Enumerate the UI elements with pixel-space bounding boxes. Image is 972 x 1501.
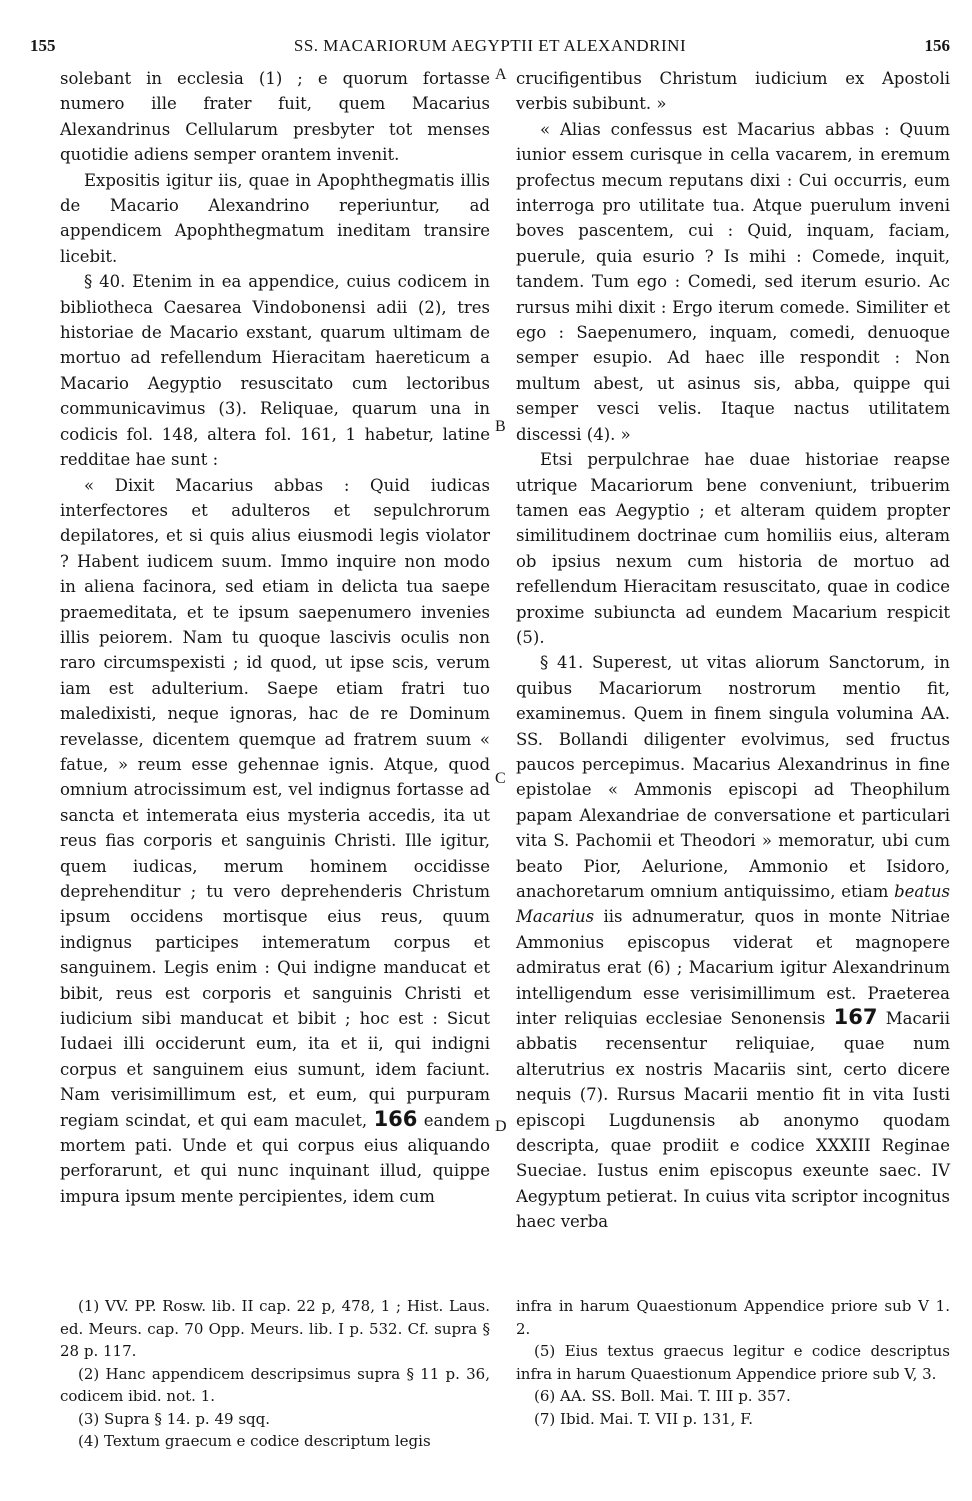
right-paragraph-3: Etsi perpulchrae hae duae historiae reapse utrique Macariorum bene conveniunt, tribuerim tamen eas Aegyptio ; et alteram quidem propter similitudinem doctrinae cum homiliis eius, alteram ob ipsius nexum cum historia de mortuo ad refellendum Hieracitam resuscitato, quae in codice proxime subiuncta ad eundem Macarium respicit (5). [516, 450, 950, 647]
margin-letter-d: D [495, 1118, 507, 1135]
right-column [516, 66, 950, 1235]
footnote-1: (1) VV. PP. Rosw. lib. II cap. 22 p, 478, 1 ; Hist. Laus. ed. Meurs. cap. 70 Opp. Meurs. lib. I p. 532. Cf. supra § 28 p. 117. [60, 1297, 490, 1360]
margin-letter-c: C [495, 770, 506, 787]
footnotes-left [60, 1295, 490, 1453]
page-number-left: 155 [30, 36, 56, 55]
left-column [60, 66, 490, 1209]
section-41-text-a: § 41. Superest, ut vitas aliorum Sanctorum, in quibus Macariorum nostrorum mentio fit, examinemus. Quem in finem singula volumina AA. SS. Bollandi diligenter evolvimus, sed fructus paucos percepimus. Macarius Alexandrinus in fine epistolae « Ammonis episcopi ad Theophilum papam Alexandriae de conversatione et particulari vita S. Pachomii et Theodori » memoratur, ubi cum beato Pior, Aelurione, Ammonio et Isidoro, anachoretarum omnium antiquissimo, etiam [516, 653, 950, 901]
section-41-italic: beatus Macarius [516, 882, 950, 927]
running-title: SS. MACARIORUM AEGYPTII ET ALEXANDRINI [293, 36, 687, 55]
page-marker-167: 167 [833, 1005, 878, 1030]
left-paragraph-1: solebant in ecclesia (1) ; e quorum fortasse numero ille frater fuit, quem Macarius Alexandrinus Cellularum presbyter tot menses quotidie adiens semper orantem invenit. [60, 69, 490, 165]
section-41-text-b: iis adnumeratur, quos in monte Nitriae Ammonius episcopus viderat et magnopere admiratus erat (6) ; Macarium igitur Alexandrinum intelligendum esse verisimillimum est. Praeterea inter reliquias ecclesiae Senonensis [516, 907, 950, 1029]
left-paragraph-2: Expositis igitur iis, quae in Apophthegmatis illis de Macario Alexandrino reperiuntur, ad appendicem Apophthegmatum ineditam transire licebit. [60, 170, 490, 266]
footnote-4-continued: infra in harum Quaestionum Appendice priore sub V 1. 2. [516, 1297, 950, 1338]
margin-letter-b: B [495, 418, 506, 435]
right-paragraph-2: « Alias confessus est Macarius abbas : Quum iunior essem curisque in cella vacarem, in eremum profectus mecum reputans dixi : Cui occurris, eum interroga pro utilitate tua. Atque puerulum inveni boves pascentem, cui : Quid, inquam, faciam, puerule, quia esurio ? Is mihi : Comede, inquit, tandem. Tum ego : Comedi, sed iterum esurio. Ac rursus mihi dixit : Ergo iterum comede. Similiter et ego : Saepenumero, inquam, comedi, denuoque semper esupio. Ad haec ille respondit : Non multum abest, ut asinus sis, abba, quippe qui semper vesci velis. Itaque nactus utilitatem discessi (4). » [516, 119, 950, 444]
section-41-text-c: Macarii abbatis recensentur reliquiae, quae num alterutrius ex nostris Macariis sint, certo dicere nequis (7). Rursus Macarii mentio fit in vita Iusti episcopi Lugdunensis ab anonymo quodam descripta, quae prodiit e codice XXXIII Reginae Sueciae. Iustus enim episcopus exeunte saec. IV Aegyptum petierat. In cuius vita scriptor incognitus haec verba [516, 1009, 950, 1232]
right-paragraph-1: crucifigentibus Christum iudicium ex Apostoli verbis subibunt. » [516, 69, 950, 114]
footnote-4: (4) Textum graecum e codice descriptum legis [78, 1432, 431, 1450]
footnote-5: (5) Eius textus graecus legitur e codice descriptus infra in harum Quaestionum Appendice priore sub V, 3. [516, 1342, 950, 1383]
footnote-6: (6) AA. SS. Boll. Mai. T. III p. 357. [534, 1387, 791, 1405]
page-number-right: 156 [924, 36, 950, 55]
left-paragraph-quote [60, 473, 490, 1210]
footnote-3: (3) Supra § 14. p. 49 sqq. [78, 1409, 270, 1428]
footnotes-right [516, 1295, 950, 1430]
margin-letter-a: A [495, 66, 507, 83]
quote-text-b: eandem mortem pati. Unde et qui corpus eius aliquando perforarunt, et qui nunc inquinant illud, quippe impura ipsum mente percipientes, idem cum [60, 1110, 490, 1206]
page-marker-166: 166 [373, 1106, 418, 1131]
quote-text-a: « Dixit Macarius abbas : Quid iudicas interfectores et adulteros et sepulchrorum depilatores, et si quis alius eiusmodi legis violator ? Habent iudicem suum. Immo inquire non modo in aliena facinora, sed etiam in delicta tua saepe praemeditata, et te ipsum saepenumero invenies illis peiorem. Nam tu quoque lascivis oculis non raro circumspexisti ; id quod, ut ipse scis, verum iam est adulterium. Saepe etiam fratri tuo maledixisti, neque ignoras, hac de re Dominum revelasse, dicentem quemque ad fratrem suum « fatue, » reum esse gehennae ignis. Atque, quod omnium atrocissimum est, vel indignus fortasse ad sancta et intemerata eius mysteria accedis, ita ut reus fias corporis et sanguinis Christi. Ille igitur, quem iudicas, merum hominem occidisse deprehenditur ; tu vero deprehenderis Christum ipsum occidens mortisque eius reus, quum indignus participes intemeratum corpus et sanguinem. Legis enim : Qui indigne manducat et bibit, reus est corporis et sanguinis Christi et iudicium sibi manducat et bibit ; hoc est : Sicut Iudaei illi occiderunt eum, ita et ii, qui indigni corpus et sanguinem eius sumunt, idem faciunt. Nam verisimillimum est, et eum, qui purpuram regiam scindat, et qui eam maculet, [60, 475, 490, 1130]
running-header [30, 36, 950, 60]
footnote-2: (2) Hanc appendicem descripsimus supra § 11 p. 36, codicem ibid. not. 1. [60, 1364, 490, 1405]
left-paragraph-section-40: § 40. Etenim in ea appendice, cuius codicem in bibliotheca Caesarea Vindobonensi adii (2), tres historiae de Macario exstant, quarum ultimam de mortuo ad refellendum Hieracitam haereticum a Macario Aegyptio resuscitato cum lectoribus communicavimus (3). Reliquae, quarum una in codicis fol. 148, altera fol. 161, 1 habetur, latine redditae hae sunt : [60, 272, 490, 470]
right-paragraph-section-41 [516, 650, 950, 1234]
footnote-7: (7) Ibid. Mai. T. VII p. 131, F. [534, 1409, 754, 1428]
